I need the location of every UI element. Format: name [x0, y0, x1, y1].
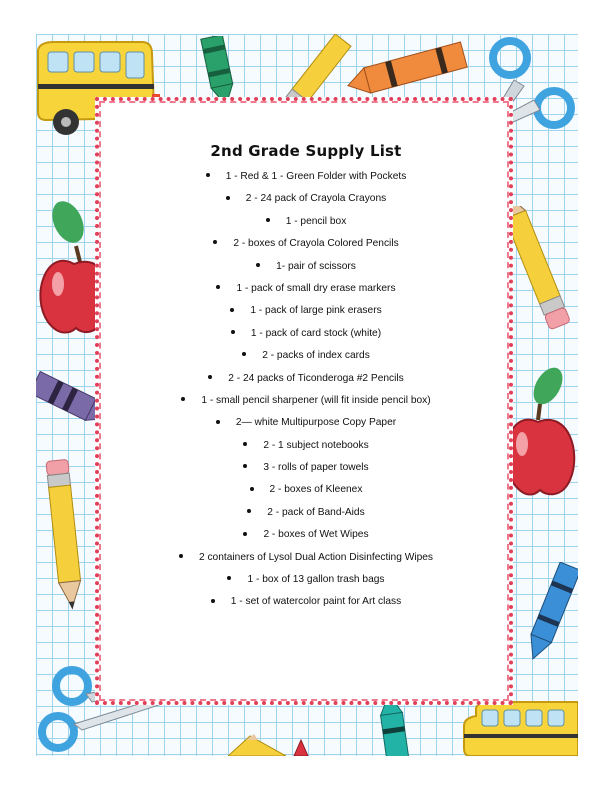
list-item-text: 2 - 24 packs of Ticonderoga #2 Pencils	[228, 372, 404, 384]
school-bus-icon	[456, 700, 578, 756]
supply-list-content	[110, 142, 502, 614]
list-item	[110, 256, 502, 278]
list-item	[110, 591, 502, 613]
bullet-icon	[243, 464, 247, 468]
list-item-text: 1 - set of watercolor paint for Art class	[230, 596, 402, 608]
list-item	[110, 166, 502, 188]
bullet-icon	[250, 487, 254, 491]
bullet-icon	[208, 375, 212, 379]
list-item	[110, 524, 502, 546]
list-item-text: 1 - box of 13 gallon trash bags	[247, 574, 385, 586]
list-item	[110, 323, 502, 345]
list-item-text: 3 - rolls of paper towels	[263, 462, 369, 474]
list-item	[110, 345, 502, 367]
bullet-icon	[231, 330, 235, 334]
list-item	[110, 188, 502, 210]
list-item-text: 1- pair of scissors	[276, 260, 356, 272]
list-item-text: 2 - boxes of Wet Wipes	[263, 529, 369, 541]
bullet-icon	[226, 196, 230, 200]
list-item-text: 1 - pack of card stock (white)	[250, 327, 382, 339]
list-item-text: 1 - pencil box	[285, 215, 347, 227]
list-item	[110, 368, 502, 390]
bullet-icon	[213, 240, 217, 244]
list-item-text: 2 - 1 subject notebooks	[263, 439, 369, 451]
bullet-icon	[247, 509, 251, 513]
crayon-icon	[522, 562, 578, 666]
list-item-text: 1 - small pencil sharpener (will fit inside pencil box)	[201, 394, 431, 406]
bullet-icon	[256, 263, 260, 267]
list-item	[110, 435, 502, 457]
list-item	[110, 547, 502, 569]
list-item-text: 2 - boxes of Kleenex	[269, 484, 363, 496]
list-item	[110, 457, 502, 479]
list-item	[110, 390, 502, 412]
bullet-icon	[206, 173, 210, 177]
pencil-icon	[228, 728, 286, 756]
list-item-text: 1 - pack of large pink erasers	[250, 305, 382, 317]
list-item	[110, 211, 502, 233]
bullet-icon	[181, 397, 185, 401]
bullet-icon	[179, 554, 183, 558]
list-item-text: 2 - boxes of Crayola Colored Pencils	[233, 238, 399, 250]
list-item	[110, 278, 502, 300]
bullet-icon	[266, 218, 270, 222]
list-item	[110, 502, 502, 524]
bullet-icon	[216, 285, 220, 289]
page-title: 2nd Grade Supply List	[210, 142, 402, 160]
list-item	[110, 412, 502, 434]
bullet-icon	[216, 420, 220, 424]
bullet-icon	[227, 576, 231, 580]
bullet-icon	[243, 532, 247, 536]
bullet-icon	[242, 352, 246, 356]
list-item	[110, 479, 502, 501]
list-item-text: 1 - Red & 1 - Green Folder with Pockets	[225, 171, 407, 182]
list-item	[110, 569, 502, 591]
list-item	[110, 233, 502, 255]
bullet-icon	[243, 442, 247, 446]
bullet-icon	[230, 308, 234, 312]
list-item-text: 2 containers of Lysol Dual Action Disinfecting Wipes	[198, 551, 434, 563]
list-item-text: 2 - pack of Band-Aids	[267, 506, 365, 518]
crayon-icon	[292, 738, 310, 756]
list-item-text: 2 - 24 pack of Crayola Crayons	[245, 193, 387, 205]
list-item-text: 2 - packs of index cards	[262, 350, 370, 362]
pencil-icon	[36, 458, 94, 618]
list-item-text: 1 - pack of small dry erase markers	[236, 282, 396, 294]
list-item-text: 2— white Multipurpose Copy Paper	[235, 417, 397, 429]
list-item	[110, 300, 502, 322]
bullet-icon	[211, 599, 215, 603]
supply-list	[110, 166, 502, 614]
